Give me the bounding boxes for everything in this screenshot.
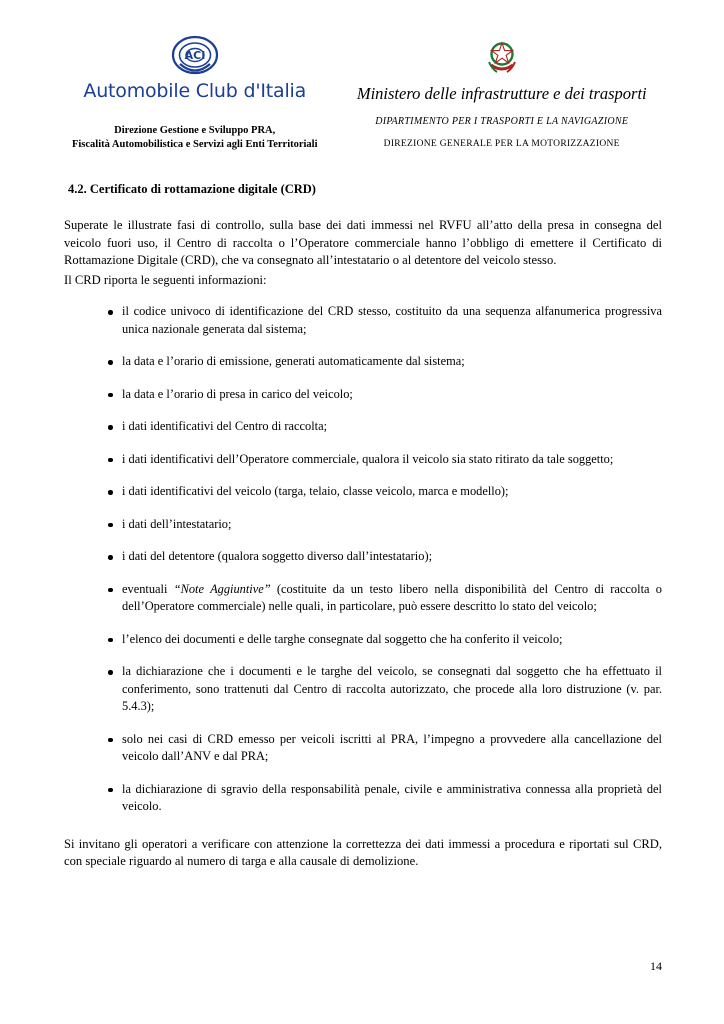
list-item: la dichiarazione di sgravio della responsabilità penale, civile e amministrativa connessa alla proprietà del veicolo. <box>108 781 662 816</box>
aci-subtitle-line-1: Direzione Gestione e Sviluppo PRA, <box>114 125 276 136</box>
list-item: i dati dell’intestatario; <box>108 516 662 534</box>
general-direction-title: DIREZIONE GENERALE PER LA MOTORIZZAZIONE <box>383 139 620 149</box>
list-item: i dati identificativi dell’Operatore commerciale, qualora il veicolo sia stato ritirato da tale soggetto; <box>108 451 662 469</box>
note-italic-term: “Note Aggiuntive” <box>173 581 271 596</box>
crd-information-list <box>64 303 662 816</box>
header-left-block <box>46 34 325 152</box>
aci-direction-subtitle <box>64 124 325 152</box>
list-item: l’elenco dei documenti e delle targhe consegnate dal soggetto che ha conferito il veicolo; <box>108 631 662 649</box>
closing-paragraph: Si invitano gli operatori a verificare con attenzione la correttezza dei dati immessi a procedura e riportati sul CRD, con speciale riguardo al numero di targa e alla causale di demolizione. <box>64 836 662 868</box>
list-item: il codice univoco di identificazione del CRD stesso, costituito da una sequenza alfanumerica progressiva unica nazionale generata dal sistema; <box>108 303 662 338</box>
note-prefix: eventuali <box>122 581 174 596</box>
italy-republic-emblem-icon <box>485 38 519 78</box>
header-right-block <box>325 34 678 149</box>
list-item: i dati del detentore (qualora soggetto diverso dall’intestatario); <box>108 548 662 566</box>
svg-text:ACI: ACI <box>184 49 206 62</box>
ministry-title: Ministero delle infrastrutture e dei trasporti <box>356 84 647 103</box>
aci-logo-icon <box>163 34 227 78</box>
list-item-note-aggiuntive <box>108 581 662 616</box>
document-body <box>0 182 724 871</box>
list-item: i dati identificativi del Centro di raccolta; <box>108 418 662 436</box>
document-header <box>0 0 724 152</box>
page-number: 14 <box>650 959 662 973</box>
list-item: la dichiarazione che i documenti e le targhe del veicolo, se consegnati dal soggetto che ha effettuato il conferimento, sono trattenuti dal Centro di raccolta autorizzato, che procede alla loro distruzione (v. par. 5.4.3); <box>108 663 662 716</box>
note-suffix: (costituite da un testo libero nella disponibilità del Centro di raccolta o dell’Operatore commerciale) nelle quali, in particolare, può essere descritto lo stato del veicolo; <box>122 581 662 613</box>
aci-wordmark: Automobile Club d'Italia <box>83 80 307 102</box>
list-item: la data e l’orario di presa in carico del veicolo; <box>108 386 662 404</box>
lead-in-paragraph: Il CRD riporta le seguenti informazioni: <box>64 272 267 287</box>
intro-paragraph: Superate le illustrate fasi di controllo, sulla base dei dati immessi nel RVFU all’atto della presa in consegna del veicolo fuori uso, il Centro di raccolta o l’Operatore commerciale hanno l’obbligo di emettere il Certificato di Rottamazione Digitale (CRD), che va consegnato all’intestatario o al detentore del veicolo stesso. <box>64 218 662 267</box>
list-item: la data e l’orario di emissione, generati automaticamente dal sistema; <box>108 353 662 371</box>
list-item: solo nei casi di CRD emesso per veicoli iscritti al PRA, l’impegno a provvedere alla cancellazione del veicolo dall’ANV e dal PRA; <box>108 731 662 766</box>
section-heading: 4.2. Certificato di rottamazione digitale (CRD) <box>68 182 316 196</box>
aci-subtitle-line-2: Fiscalità Automobilistica e Servizi agli Enti Territoriali <box>71 139 318 150</box>
department-title: DIPARTIMENTO PER I TRASPORTI E LA NAVIGAZIONE <box>375 116 629 127</box>
list-item: i dati identificativi del veicolo (targa, telaio, classe veicolo, marca e modello); <box>108 483 662 501</box>
